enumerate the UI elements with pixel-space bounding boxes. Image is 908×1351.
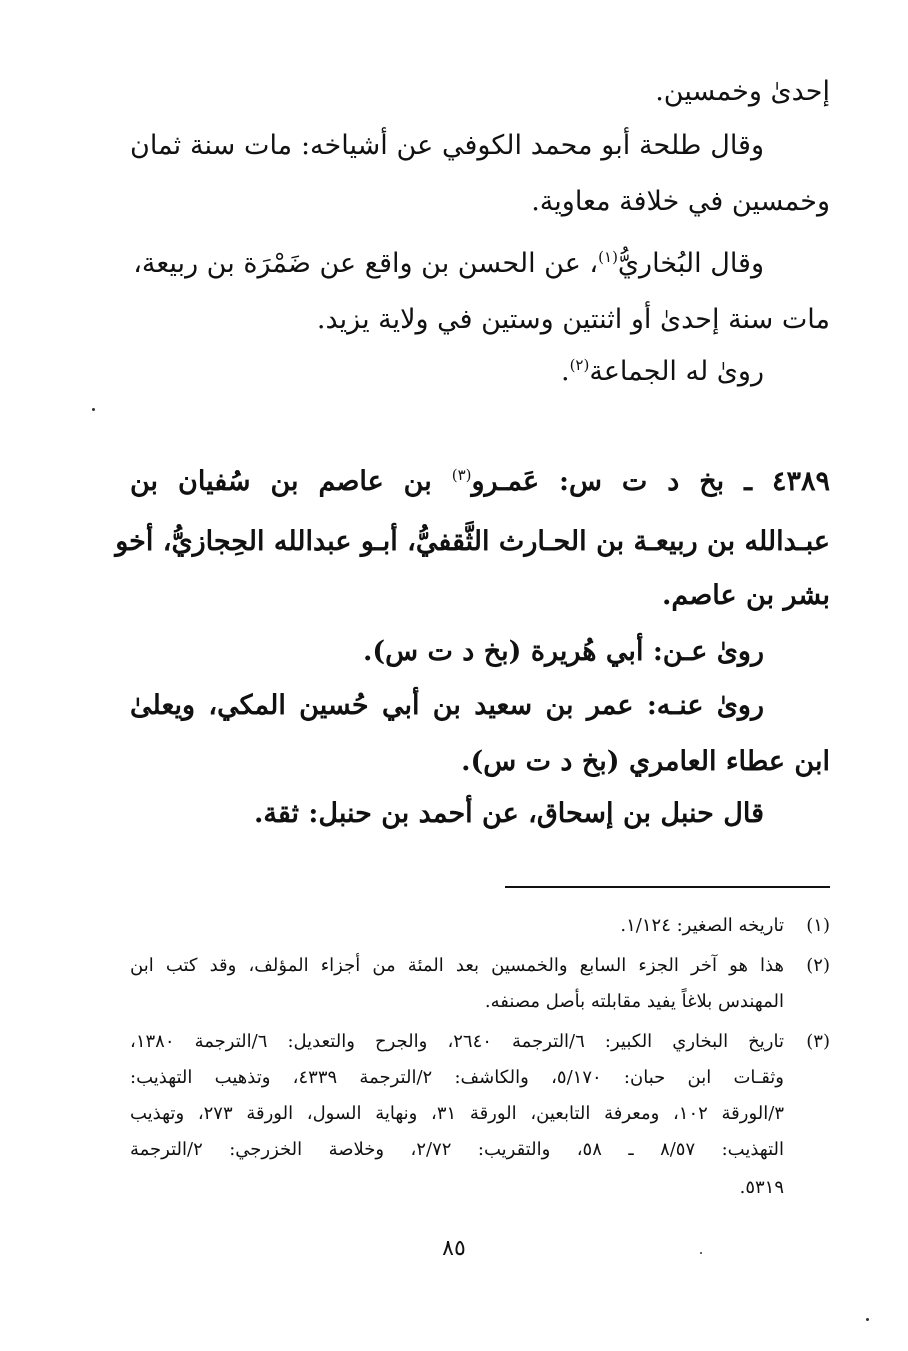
text-span: وخمسين في خلافة معاوية. (531, 186, 830, 217)
footnote-line: وثقـات ابن حبان: ٥/١٧٠، والكاشف: ٢/الترجمة ٤٣٣٩، وتذهيب التهذيب: (130, 1067, 784, 1088)
text-span: وقال طلحة أبو محمد الكوفي عن أشياخه: مات سنة ثمان (130, 130, 764, 161)
footnote-mark: (٣) (451, 466, 472, 484)
text-line (130, 300, 830, 340)
footnote-line: هذا هو آخر الجزء السابع والخمسين بعد المئة من أجزاء المؤلف، وقد كتب ابن (130, 955, 784, 976)
footnote-mark: (١) (598, 248, 618, 266)
text-span: روىٰ عـن: أبي هُريرة (بخ د ت س). (362, 636, 764, 667)
text-line (130, 742, 830, 782)
scan-speck (700, 1252, 702, 1254)
footnote-line: تاريخه الصغير: ١/١٢٤. (620, 915, 784, 936)
text-span: روىٰ له الجماعة (589, 356, 764, 387)
text-line (130, 182, 830, 222)
scan-speck (92, 408, 95, 411)
footnote-line: ٥٣١٩. (739, 1177, 784, 1198)
text-line (130, 244, 764, 284)
text-line (115, 522, 830, 562)
text-span: ابن عطاء العامري (بخ د ت س). (461, 746, 830, 777)
footnote-line: المهندس بلاغاً يفيد مقابلته بأصل مصنفه. (484, 991, 784, 1012)
text-line (130, 72, 830, 112)
text-line (130, 576, 830, 616)
text-span: وقال البُخاريُّ (617, 248, 764, 279)
footnote-line: ٣/الورقة ١٠٢، ومعرفة التابعين، الورقة ٣١، ونهاية السول، الورقة ٢٧٣، وتهذيب (130, 1103, 784, 1124)
text-line (130, 686, 764, 726)
text-span: مات سنة إحدىٰ أو اثنتين وستين في ولاية يزيد. (316, 304, 830, 335)
footnote-line: تاريخ البخاري الكبير: ٦/الترجمة ٢٦٤٠، والجرح والتعديل: ٦/الترجمة ١٣٨٠، (130, 1031, 784, 1052)
text-span: قال حنبل بن إسحاق، عن أحمد بن حنبل: ثقة. (253, 798, 764, 829)
footnote-line: التهذيب: ٨/٥٧ ـ ٥٨، والتقريب: ٢/٧٢، وخلاصة الخزرجي: ٢/الترجمة (130, 1139, 784, 1160)
scan-speck (866, 1318, 869, 1321)
text-span: إحدىٰ وخمسين. (655, 76, 830, 107)
text-span: روىٰ عنـه: عمر بن سعيد بن أبي حُسين المكي، ويعلىٰ (130, 690, 764, 721)
footnote-number: (٣) (806, 1031, 830, 1052)
entry-title-cont: بن عاصم بن سُفيان بن (130, 466, 452, 497)
text-span: . (560, 356, 570, 387)
footnote-number: (١) (806, 915, 830, 936)
text-line (130, 352, 764, 392)
text-line (130, 126, 764, 166)
text-line (130, 794, 764, 834)
footnote-mark: (٢) (569, 356, 590, 374)
entry-title: ٤٣٨٩ ـ بخ د ت س: عَمـرو (471, 466, 831, 497)
page-number: ٨٥ (442, 1236, 466, 1261)
footnote-number: (٢) (806, 955, 830, 976)
entry-heading (130, 462, 830, 502)
text-span: عبـدالله بن ربيعـة بن الحـارث الثَّقفيُّ، أبـو عبدالله الحِجازيُّ، أخو (115, 526, 830, 557)
text-line (130, 632, 764, 672)
footnote-separator (505, 886, 830, 888)
text-span: ، عن الحسن بن واقع عن ضَمْرَة بن ربيعة، (133, 248, 599, 279)
text-span: بشر بن عاصم. (662, 580, 830, 611)
